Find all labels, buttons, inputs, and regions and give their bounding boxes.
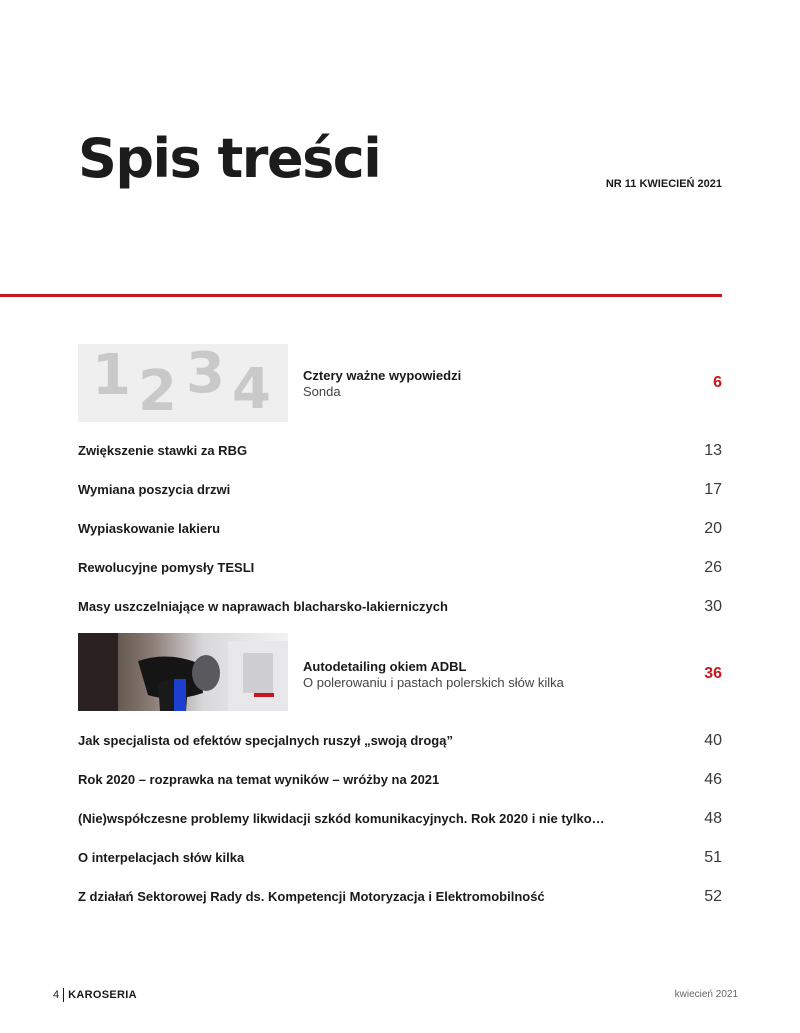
toc-entry-page: 51 <box>704 849 722 866</box>
toc-entry-page: 30 <box>704 598 722 615</box>
toc-entry-page: 52 <box>704 888 722 905</box>
toc-entry-title: Rok 2020 – rozprawka na temat wyników – wróżby na 2021 <box>78 772 440 787</box>
toc-entry-title: Rewolucyjne pomysły TESLI <box>78 560 255 575</box>
featured-page-number: 6 <box>713 374 722 391</box>
numbers-thumbnail <box>78 344 288 422</box>
toc-entry-title: Zwiększenie stawki za RBG <box>78 443 248 458</box>
toc-entry-page: 46 <box>704 771 722 788</box>
digit-4: 4 <box>232 357 271 422</box>
toc-entry-title: (Nie)współczesne problemy likwidacji szkód komunikacyjnych. Rok 2020 i nie tylko… <box>78 811 605 826</box>
featured-title: Autodetailing okiem ADBL <box>303 659 467 674</box>
toc-entry-page: 17 <box>704 481 722 498</box>
featured-entry-autodetailing[interactable] <box>78 633 722 711</box>
digit-3: 3 <box>186 344 225 406</box>
featured-title: Cztery ważne wypowiedzi <box>303 368 462 383</box>
toc-entry-title: Wypiaskowanie lakieru <box>78 521 221 536</box>
digit-2: 2 <box>138 359 177 422</box>
toc-entry-page: 48 <box>704 810 722 827</box>
toc-entry-page: 26 <box>704 559 722 576</box>
footer-magazine-name: KAROSERIA <box>68 989 137 1001</box>
footer-page-number: 4 <box>53 989 60 1001</box>
toc-entry-title: Jak specjalista od efektów specjalnych ruszył „swoją drogą” <box>78 733 453 748</box>
featured-page-number: 36 <box>704 665 722 682</box>
toc-entry-title: Masy uszczelniające w naprawach blacharsko-lakierniczych <box>78 599 448 614</box>
toc-entry-title: Z działań Sektorowej Rady ds. Kompetencji Motoryzacja i Elektromobilność <box>78 889 545 904</box>
autodetailing-photo <box>78 633 288 711</box>
featured-subtitle: Sonda <box>303 384 341 399</box>
toc-entry-page: 40 <box>704 732 722 749</box>
polishing-photo-icon <box>78 633 288 711</box>
red-divider <box>0 294 722 297</box>
footer-left <box>53 988 137 1002</box>
page-title: Spis treści <box>78 127 381 190</box>
toc-entry-title: Wymiana poszycia drzwi <box>78 482 231 497</box>
footer-separator <box>63 988 64 1002</box>
toc-entry-title: O interpelacjach słów kilka <box>78 850 245 865</box>
featured-entry-sonda[interactable] <box>78 344 722 422</box>
toc-entry-page: 13 <box>704 442 722 459</box>
footer-date: kwiecień 2021 <box>674 989 738 1000</box>
digit-1: 1 <box>92 344 131 408</box>
featured-subtitle: O polerowaniu i pastach polerskich słów kilka <box>303 675 564 690</box>
issue-label: NR 11 KWIECIEŃ 2021 <box>605 178 722 190</box>
toc-entry-page: 20 <box>704 520 722 537</box>
